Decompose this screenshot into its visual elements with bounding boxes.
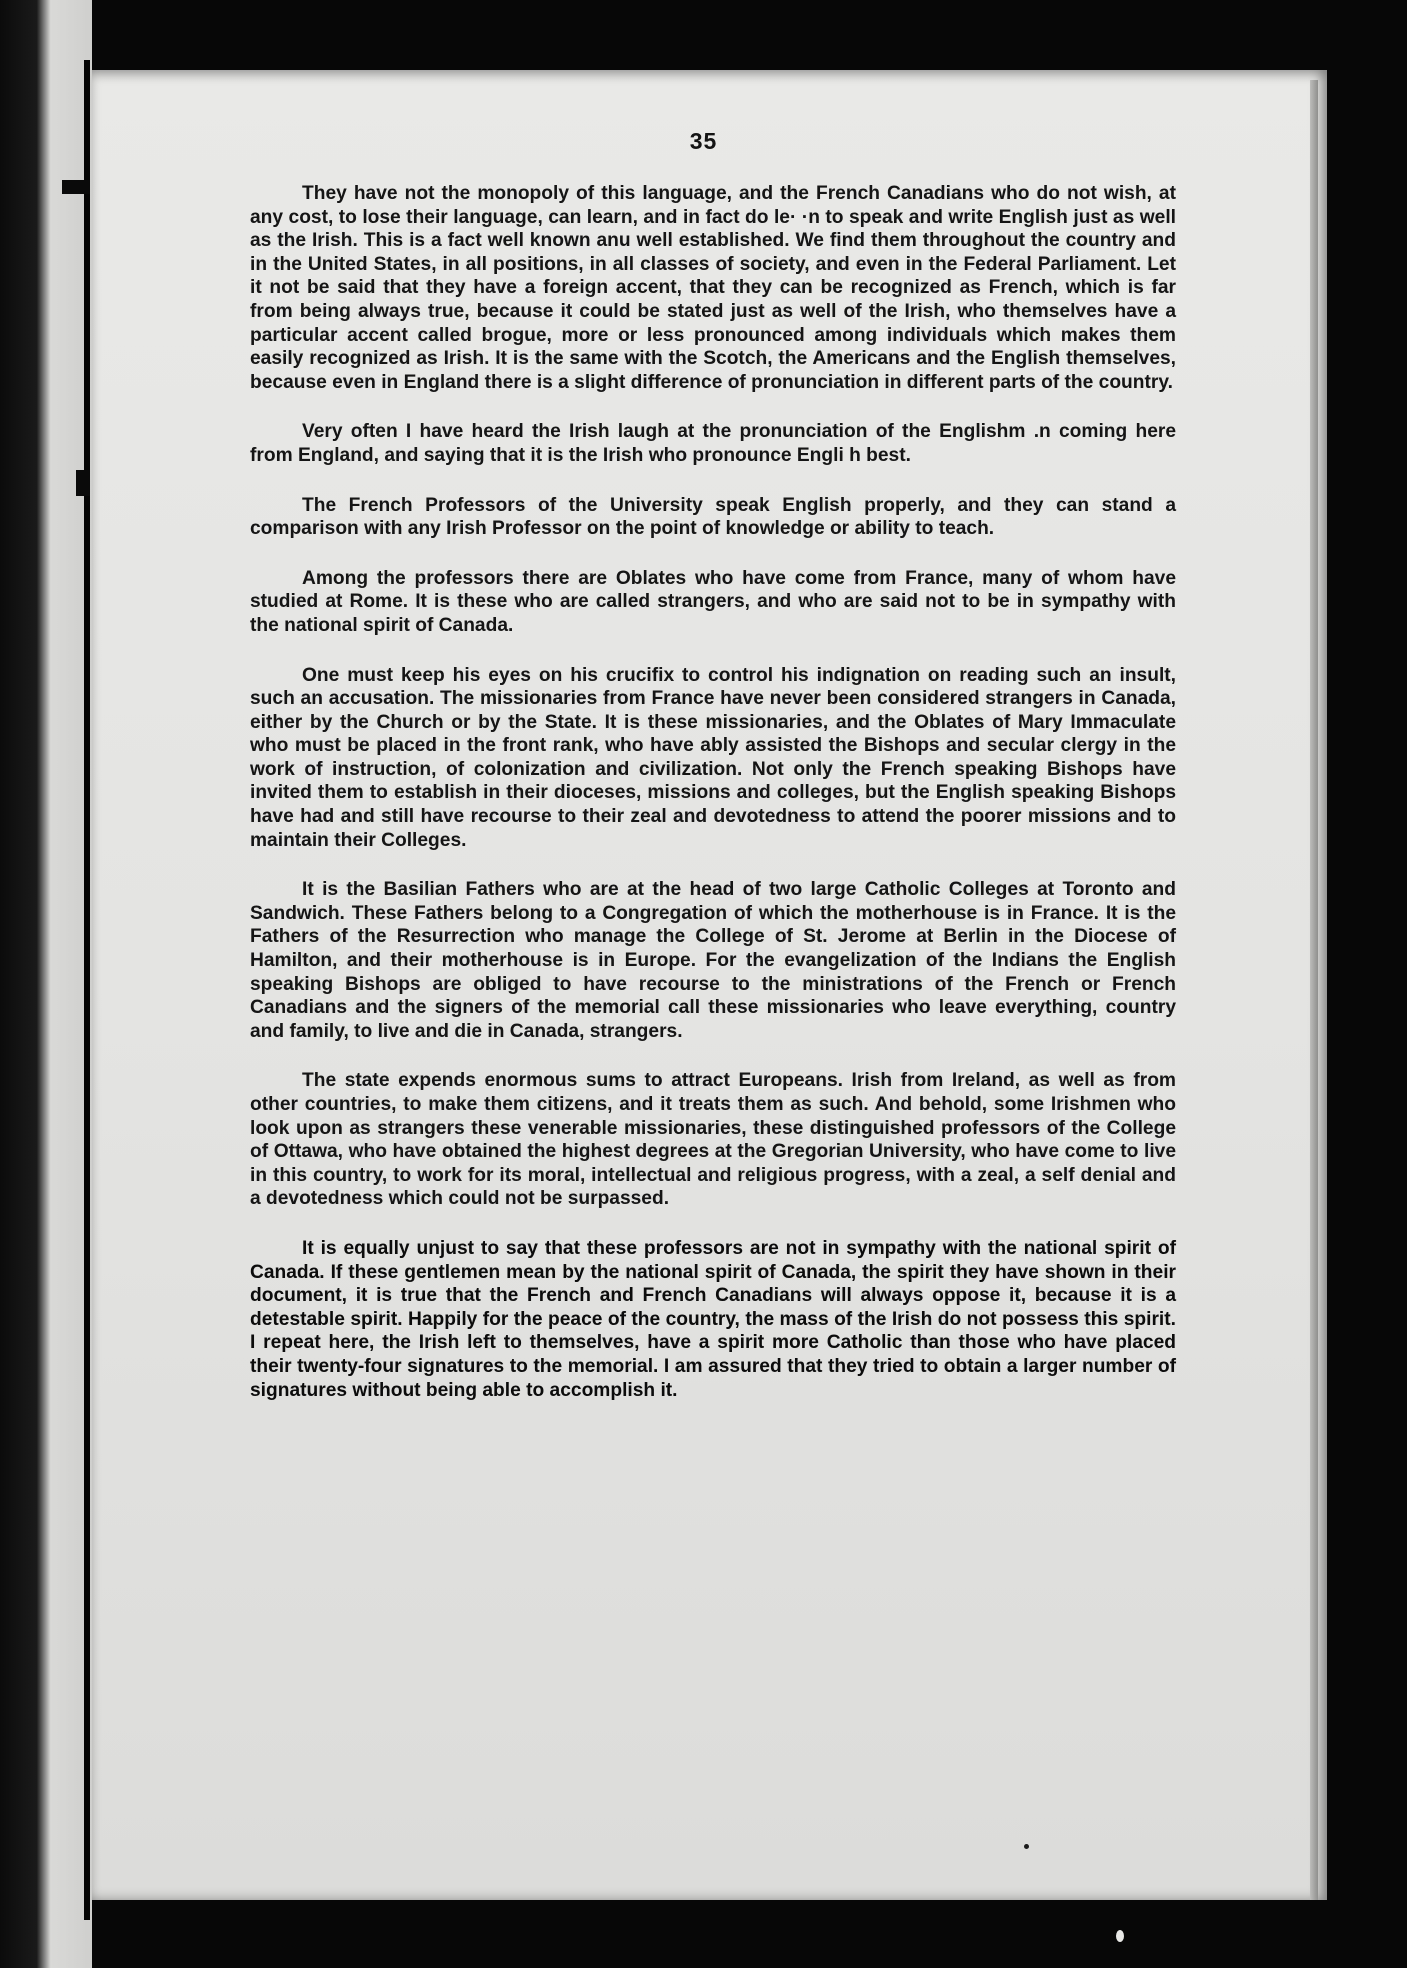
paragraph-7: The state expends enormous sums to attract Europeans. Irish from Ireland, as well as from other countries, to make them citizens, and it treats them as such. And behold, some Irishmen who look upon as strangers these venerable missionaries, these distinguished professors of the College of Ottawa, who have obtained the highest degrees at the Gregorian University, who have come to live in this country, to work for its moral, intellectual and religious progress, with a zeal, a self denial and a devotedness which could not be surpassed. [250,1070,1176,1210]
paragraph-3: The French Professors of the University speak English properly, and they can stand a comparison with any Irish Professor on the point of knowledge or ability to teach. [250,494,1176,540]
binding-edge [84,60,90,1920]
dust-speck [1024,1844,1029,1849]
paragraph-1: They have not the monopoly of this language, and the French Canadians who do not wish, at any cost, to lose their language, can learn, and in fact do le· ·n to speak and write English just as well as the Irish. This is a fact well known anu well established. We find them throughout the country and in the United States, in all positions, in all classes of society, and even in the Federal Parliament. Let it not be said that they have a foreign accent, that they can be recognized as French, which is far from being always true, because it could be stated just as well of the Irish, who themselves have a particular accent called brogue, more or less pronounced among individuals which makes them easily recognized as Irish. It is the same with the Scotch, the Americans and the English themselves, because even in England there is a slight difference of pronunciation in different parts of the country. [250,183,1176,393]
paragraph-5: One must keep his eyes on his crucifix to control his indignation on reading such an insult, such an accusation. The missionaries from France have never been considered strangers in Canada, either by the Church or by the State. It is these missionaries, and the Oblates of Mary Immaculate who must be placed in the front rank, who have ably assisted the Bishops and secular clergy in the work of instruction, of colonization and civilization. Not only the French speaking Bishops have invited them to establish in their dioceses, missions and colleges, but the English speaking Bishops have had and still have recourse to their zeal and devotedness to attend the poorer missions and to maintain their Colleges. [250,664,1176,851]
binding-tab-middle [76,470,90,496]
body-text [250,182,1176,1402]
book-binding [0,0,92,1968]
page-right-edge [1310,80,1318,1900]
paragraph-8: It is equally unjust to say that these professors are not in sympathy with the national spirit of Canada. If these gentlemen mean by the national spirit of Canada, the spirit they have shown in their document, it is true that the French and French Canadians will always oppose it, because it is a detestable spirit. Happily for the peace of the country, the mass of the Irish do not possess this spirit. I repeat here, the Irish left to themselves, have a spirit more Catholic than those who have placed their twenty-four signatures to the memorial. I am assured that they tried to obtain a larger number of signatures without being able to accomplish it. [250,1237,1176,1401]
paragraph-4: Among the professors there are Oblates who have come from France, many of whom have studied at Rome. It is these who are called strangers, and who are said not to be in sympathy with the national spirit of Canada. [250,567,1176,636]
dust-speck [1116,1930,1124,1942]
binding-tab-top [62,180,90,194]
paragraph-6: It is the Basilian Fathers who are at the head of two large Catholic Colleges at Toronto and Sandwich. These Fathers belong to a Congregation of which the motherhouse is in France. It is the Fathers of the Resurrection who manage the College of St. Jerome at Berlin in the Diocese of Hamilton, and their motherhouse is in Europe. For the evangelization of the Indians the English speaking Bishops are obliged to have recourse to the ministrations of the French or French Canadians and the signers of the memorial call these missionaries who leave everything, country and family, to live and die in Canada, strangers. [250,879,1176,1042]
page-number: 35 [689,128,718,154]
paragraph-2: Very often I have heard the Irish laugh at the pronunciation of the Englishm .n coming here from England, and saying that it is the Irish who pronounce Engli h best. [250,421,1176,466]
